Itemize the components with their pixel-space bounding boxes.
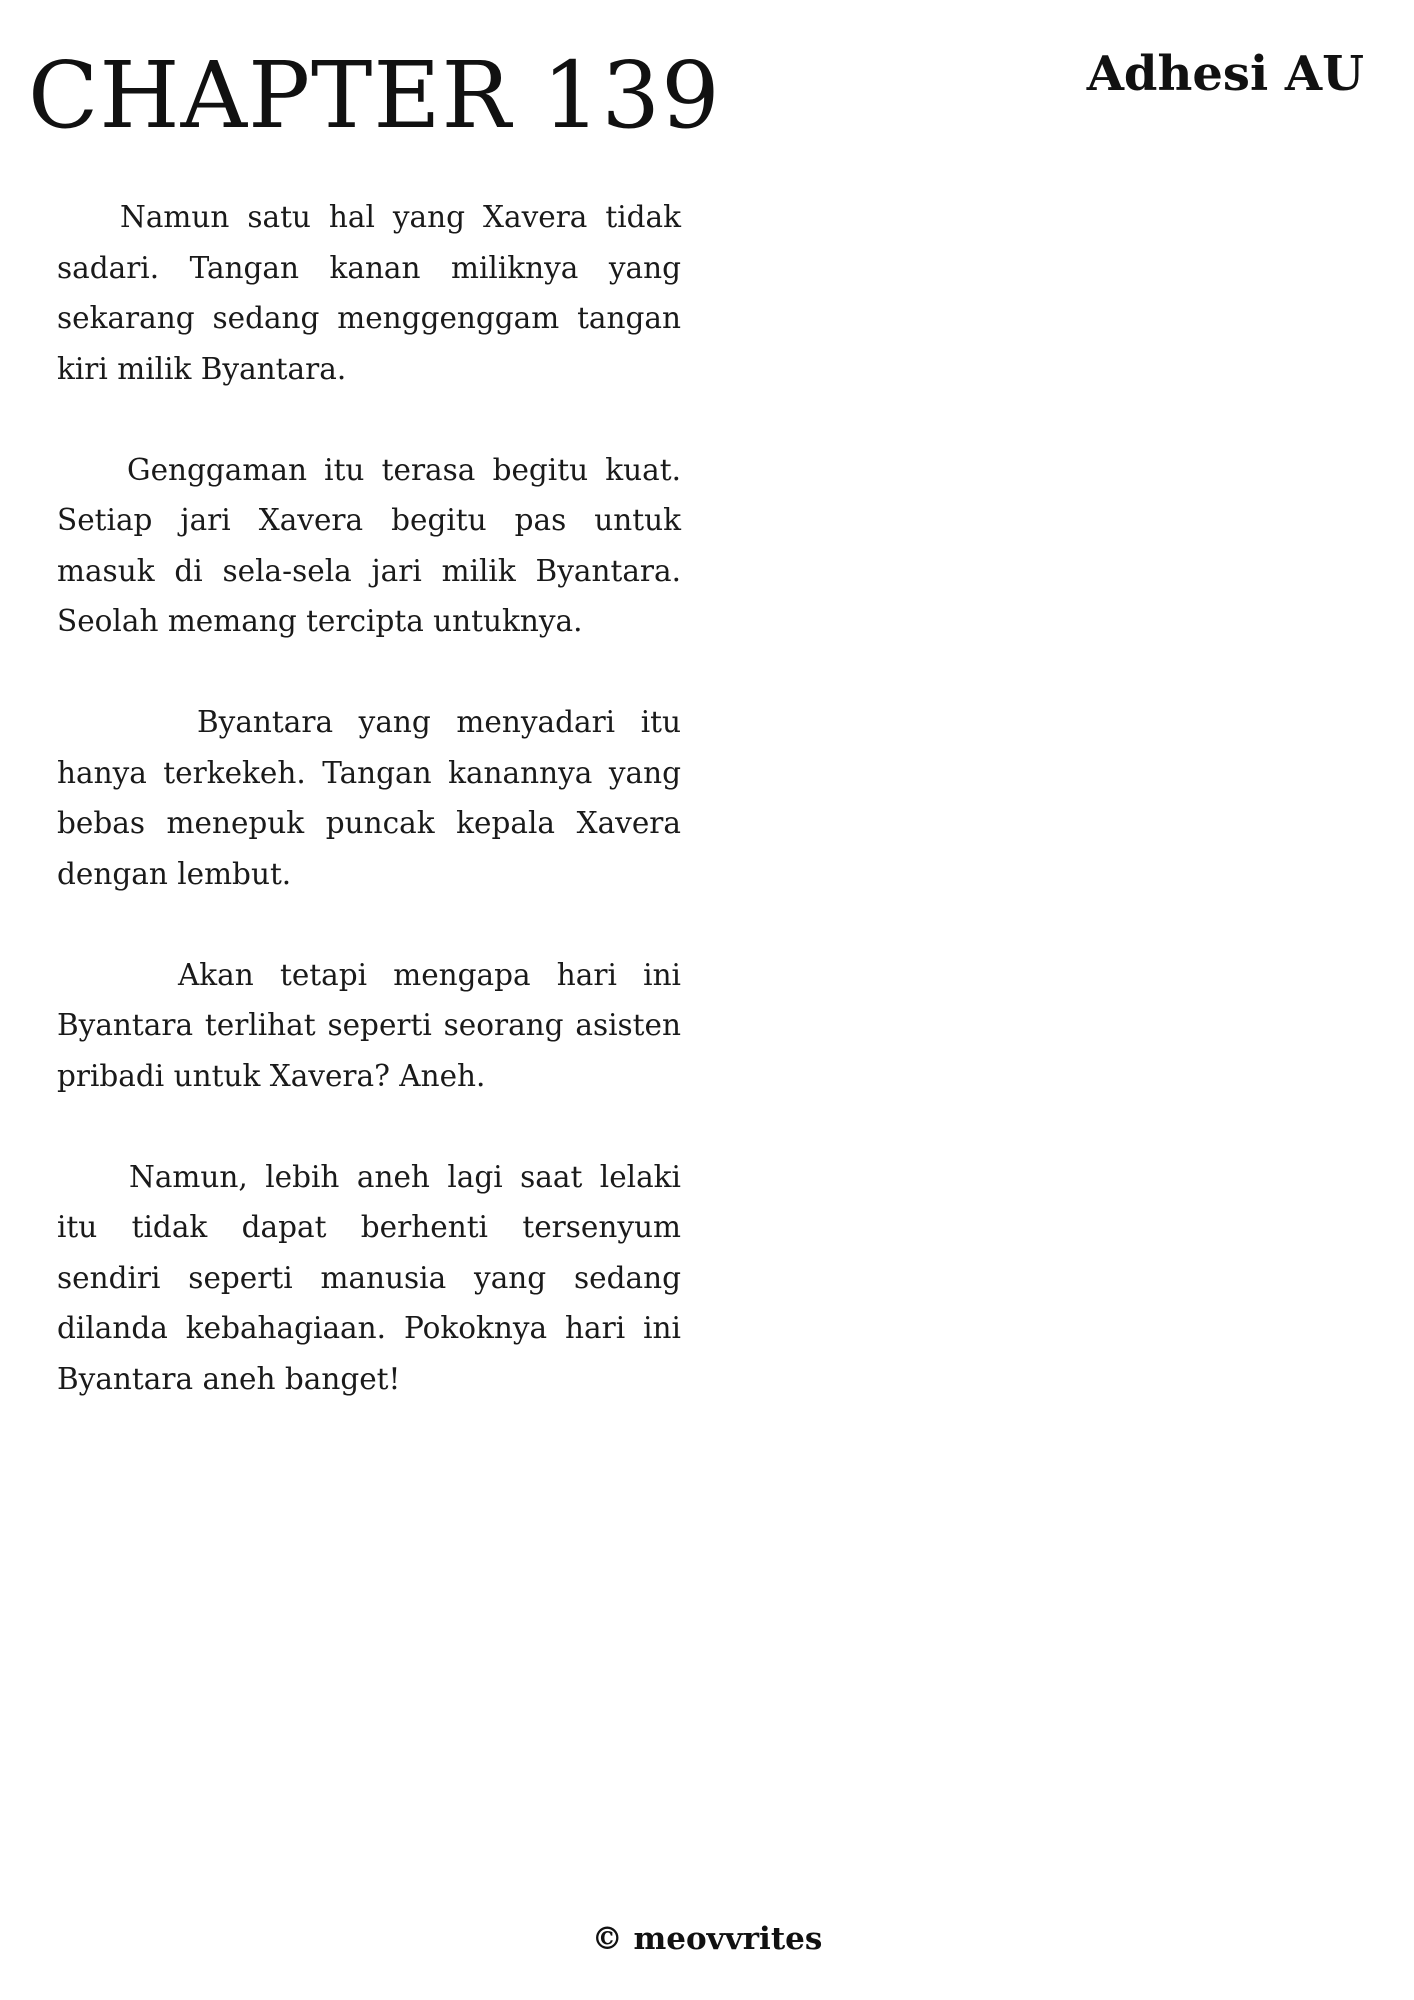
chapter-title: CHAPTER 139 [28, 42, 721, 149]
copyright-footer: © meovvrites [591, 1921, 823, 1957]
story-paragraph: Byantara yang menyadari itu hanya terkekeh. Tangan kanannya yang bebas menepuk puncak kepala Xavera dengan lembut. [57, 705, 681, 891]
story-paragraph: Genggaman itu terasa begitu kuat. Setiap jari Xavera begitu pas untuk masuk di sela-sela jari milik Byantara. Seolah memang tercipta untuknya. [57, 452, 681, 638]
story-paragraph: Namun satu hal yang Xavera tidak sadari. Tangan kanan miliknya yang sekarang sedang menggenggam tangan kiri milik Byantara. [57, 200, 681, 386]
story-paragraph: Akan tetapi mengapa hari ini Byantara terlihat seperti seorang asisten pribadi untuk Xavera? Aneh. [57, 957, 681, 1093]
story-body [57, 192, 681, 1455]
series-title: Adhesi AU [1086, 46, 1364, 102]
story-paragraph: Namun, lebih aneh lagi saat lelaki itu tidak dapat berhenti tersenyum sendiri seperti manusia yang sedang dilanda kebahagiaan. Pokoknya hari ini Byantara aneh banget! [57, 1159, 681, 1396]
